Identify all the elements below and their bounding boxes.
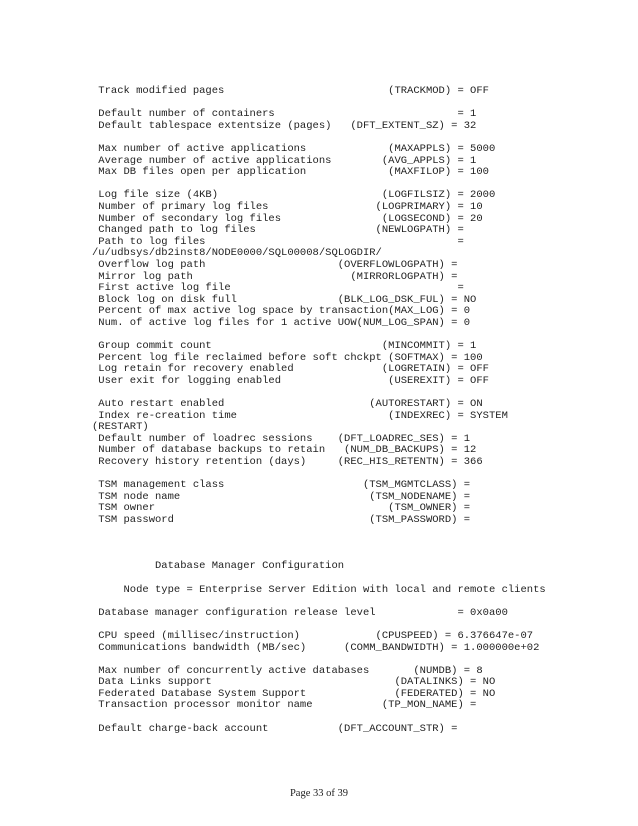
config-line: TSM owner (TSM_OWNER) = [92,502,471,515]
config-line: TSM management class (TSM_MGMTCLASS) = [92,479,471,492]
config-line: Database Manager Configuration [92,560,345,573]
config-line: Max number of concurrently active databases (NUMDB) = 8 [92,664,483,677]
config-line: Node type = Enterprise Server Edition with local and remote clients [92,583,546,596]
config-line: Log retain for recovery enabled (LOGRETAIN) = OFF [92,363,489,376]
config-line: Index re-creation time (INDEXREC) = SYSTEM [92,409,508,422]
config-line: Data Links support (DATALINKS) = NO [92,676,496,689]
config-line: Mirror log path (MIRRORLOGPATH) = [92,270,458,283]
config-line: /u/udbsys/db2inst8/NODE0000/SQL00008/SQLOGDIR/ [92,247,382,260]
config-line: Database manager configuration release level = 0x0a00 [92,606,508,619]
config-line: (RESTART) [92,421,149,434]
config-listing [92,86,546,735]
config-line: Path to log files = [92,235,464,248]
config-line: Average number of active applications (AVG_APPLS) = 1 [92,154,477,167]
config-line: Number of database backups to retain (NUM_DB_BACKUPS) = 12 [92,444,477,457]
config-line: Group commit count (MINCOMMIT) = 1 [92,340,477,353]
config-line: TSM node name (TSM_NODENAME) = [92,490,471,503]
config-line: First active log file = [92,282,464,295]
config-line: Block log on disk full (BLK_LOG_DSK_FUL) = NO [92,293,477,306]
config-line: Max DB files open per application (MAXFILOP) = 100 [92,166,489,179]
config-line: CPU speed (millisec/instruction) (CPUSPEED) = 6.376647e-07 [92,629,534,642]
config-line: Communications bandwidth (MB/sec) (COMM_BANDWIDTH) = 1.000000e+02 [92,641,540,654]
config-line: Changed path to log files (NEWLOGPATH) = [92,224,464,237]
config-line: Max number of active applications (MAXAPPLS) = 5000 [92,142,496,155]
config-line: User exit for logging enabled (USEREXIT) = OFF [92,374,489,387]
config-line: Percent of max active log space by transaction(MAX_LOG) = 0 [92,305,471,318]
config-line: Overflow log path (OVERFLOWLOGPATH) = [92,258,458,271]
config-line: Log file size (4KB) (LOGFILSIZ) = 2000 [92,189,496,202]
config-line: Track modified pages (TRACKMOD) = OFF [92,85,489,97]
config-line: Num. of active log files for 1 active UOW(NUM_LOG_SPAN) = 0 [92,316,471,329]
config-line: Auto restart enabled (AUTORESTART) = ON [92,398,483,411]
config-line: Percent log file reclaimed before soft chckpt (SOFTMAX) = 100 [92,351,483,364]
config-line: Default charge-back account (DFT_ACCOUNT_STR) = [92,722,458,735]
config-line: Number of secondary log files (LOGSECOND) = 20 [92,212,483,225]
page-footer: Page 33 of 39 [289,788,349,799]
config-line: Federated Database System Support (FEDERATED) = NO [92,687,496,700]
config-line: Default tablespace extentsize (pages) (DFT_EXTENT_SZ) = 32 [92,119,477,132]
config-line: Default number of containers = 1 [92,108,477,121]
config-line: Transaction processor monitor name (TP_MON_NAME) = [92,699,477,712]
config-line: TSM password (TSM_PASSWORD) = [92,513,471,526]
config-line: Recovery history retention (days) (REC_HIS_RETENTN) = 366 [92,456,483,468]
config-line: Number of primary log files (LOGPRIMARY) = 10 [92,200,483,213]
config-line: Default number of loadrec sessions (DFT_LOADREC_SES) = 1 [92,432,471,445]
